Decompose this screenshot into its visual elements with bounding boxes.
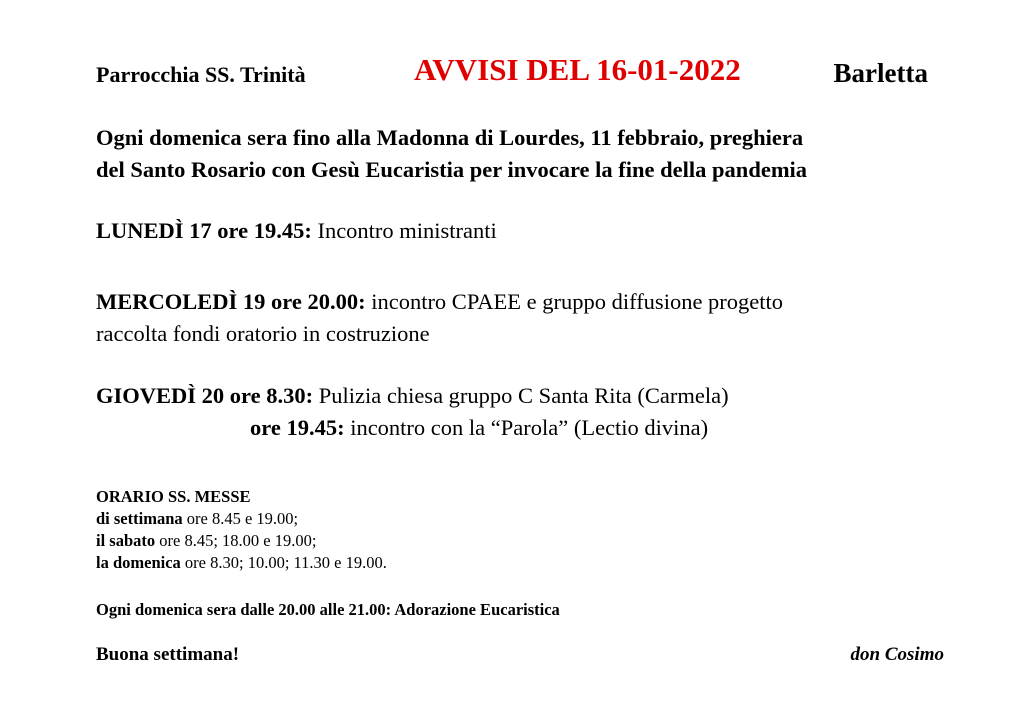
event-lunedi: [96, 215, 946, 247]
city-name: Barletta: [833, 58, 928, 88]
mass-row: [96, 530, 387, 552]
adoration-notice: Ogni domenica sera dalle 20.00 alle 21.00: Adorazione Eucaristica: [96, 600, 560, 619]
event-giovedi-text: Pulizia chiesa gruppo C Santa Rita (Carmela): [313, 383, 729, 408]
mass-row-text: ore 8.30; 10.00; 11.30 e 19.00.: [180, 553, 387, 572]
mass-row: [96, 552, 387, 574]
event-mercoledi-text-2: raccolta fondi oratorio in costruzione: [96, 321, 430, 346]
parish-name: Parrocchia SS. Trinità: [96, 62, 306, 87]
intro-line-1: Ogni domenica sera fino alla Madonna di Lourdes, 11 febbraio, preghiera: [96, 125, 804, 150]
intro-paragraph: [96, 122, 946, 186]
mass-row-text: ore 8.45 e 19.00;: [182, 509, 299, 528]
mass-schedule: [96, 486, 387, 574]
notice-title: AVVISI DEL 16-01-2022: [414, 52, 741, 87]
greeting: Buona settimana!: [96, 644, 240, 665]
event-lunedi-text: Incontro ministranti: [311, 218, 497, 243]
mass-schedule-heading: ORARIO SS. MESSE: [96, 487, 251, 506]
event-lunedi-label: LUNEDÌ 17 ore 19.45:: [96, 218, 312, 243]
mass-row-label: il sabato: [96, 531, 156, 550]
event-giovedi-label: GIOVEDÌ 20 ore 8.30:: [96, 383, 314, 408]
event-mercoledi-label: MERCOLEDÌ 19 ore 20.00:: [96, 289, 366, 314]
event-giovedi-label-2: ore 19.45:: [250, 415, 345, 440]
event-mercoledi-text: incontro CPAEE e gruppo diffusione progetto: [365, 289, 784, 314]
header: [96, 52, 928, 96]
event-giovedi: [96, 380, 946, 444]
mass-row-label: la domenica: [96, 553, 181, 572]
event-mercoledi: [96, 286, 946, 350]
mass-row-text: ore 8.45; 18.00 e 19.00;: [155, 531, 317, 550]
event-giovedi-text-2: incontro con la “Parola” (Lectio divina): [344, 415, 709, 440]
signature: don Cosimo: [850, 644, 944, 665]
mass-row: [96, 508, 387, 530]
mass-row-label: di settimana: [96, 509, 183, 528]
intro-line-2: del Santo Rosario con Gesù Eucaristia per invocare la fine della pandemia: [96, 157, 808, 182]
